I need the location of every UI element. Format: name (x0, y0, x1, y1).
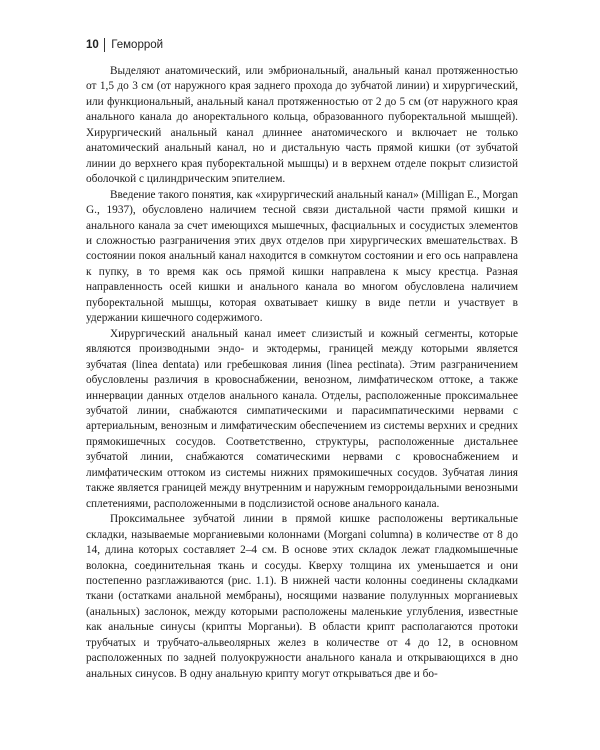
header-divider (104, 38, 106, 52)
page-number: 10 (86, 39, 99, 51)
running-head (86, 38, 163, 52)
paragraph: Проксимальнее зубчатой линии в прямой кишке расположены вертикальные складки, называемые морганиевыми колоннами (Morgani columna) в количестве от 8 до 14, длина которых составляет 2–4 см. В основе этих складок лежат гладкомышечные волокна, соединительная ткань и сосуды. Кверху толщина их уменьшается и они постепенно разглаживаются (рис. 1.1). В нижней части колонны соединены складками ткани (остатками анальной мембраны), носящими название полулунных морганиевых (анальных) заслонок, между которыми расположены маленькие углубления, известные как анальные синусы (крипты Морганьи). В области крипт располагаются протоки трубчатых и трубчато-альвеолярных желез в количестве от 4 до 12, в основном расположенных по задней полуокружности анального канала и открывающихся в дно анальных синусов. В одну анальную крипту могут открываться две и бо- (86, 513, 518, 680)
paragraph: Хирургический анальный канал имеет слизистый и кожный сегменты, которые являются производными эндо- и эктодермы, границей между которыми является зубчатая (linea dentata) или гребешковая линия (linea pectinata). Этим разграничением обусловлены различия в кровоснабжении, венозном, лимфатическом оттоке, а также иннервации данных отделов анального канала. Отделы, расположенные проксимальнее зубчатой линии, снабжаются симпатическими и парасимпатическими нервами с артериальным, венозным и лимфатическим обеспечением из системы верхних и средних прямокишечных сосудов. Соответственно, структуры, расположенные дистальнее зубчатой линии, снабжаются соматическими нервами с кровоснабжением и лимфатическим оттоком из системы нижних прямокишечных сосудов. Зубчатая линия также является границей между внутренним и наружным геморроидальными венозными сплетениями, расположенными в подслизистой основе анального канала. (86, 327, 518, 510)
body-text (86, 64, 518, 682)
paragraph: Введение такого понятия, как «хирургический анальный канал» (Milligan E., Morgan G., 1937), обусловлено наличием тесной связи дистальной части прямой кишки и анального канала за счет имеющихся мышечных, фасциальных и сосудистых элементов и сложностью разграничения этих двух отделов при хирургических вмешательствах. В состоянии покоя анальный канал находится в сомкнутом состоянии и его ось направлена к пупку, в то время как ось прямой кишки направлена к мысу крестца. Разная направленность осей кишки и анального канала во многом обусловлена наличием пуборектальной мышцы, которая охватывает кишку в виде петли и участвует в удержании кишечного содержимого. (86, 188, 518, 325)
paragraph: Выделяют анатомический, или эмбриональный, анальный канал протяженностью от 1,5 до 3 см (от наружного края заднего прохода до зубчатой линии) и хирургический, или функциональный, анальный канал протяженностью от 2 до 5 см (от наружного края анального канала до аноректального кольца, образованного пуборектальной мышцей). Хирургический анальный канал длиннее анатомического и включает не только анатомический анальный канал, но и дистальную часть прямой кишки (от зубчатой линии до верхнего края пуборектальной мышцы) и в верхнем отделе покрыт слизистой оболочкой с цилиндрическим эпителием. (86, 65, 518, 186)
chapter-title: Геморрой (111, 39, 164, 51)
